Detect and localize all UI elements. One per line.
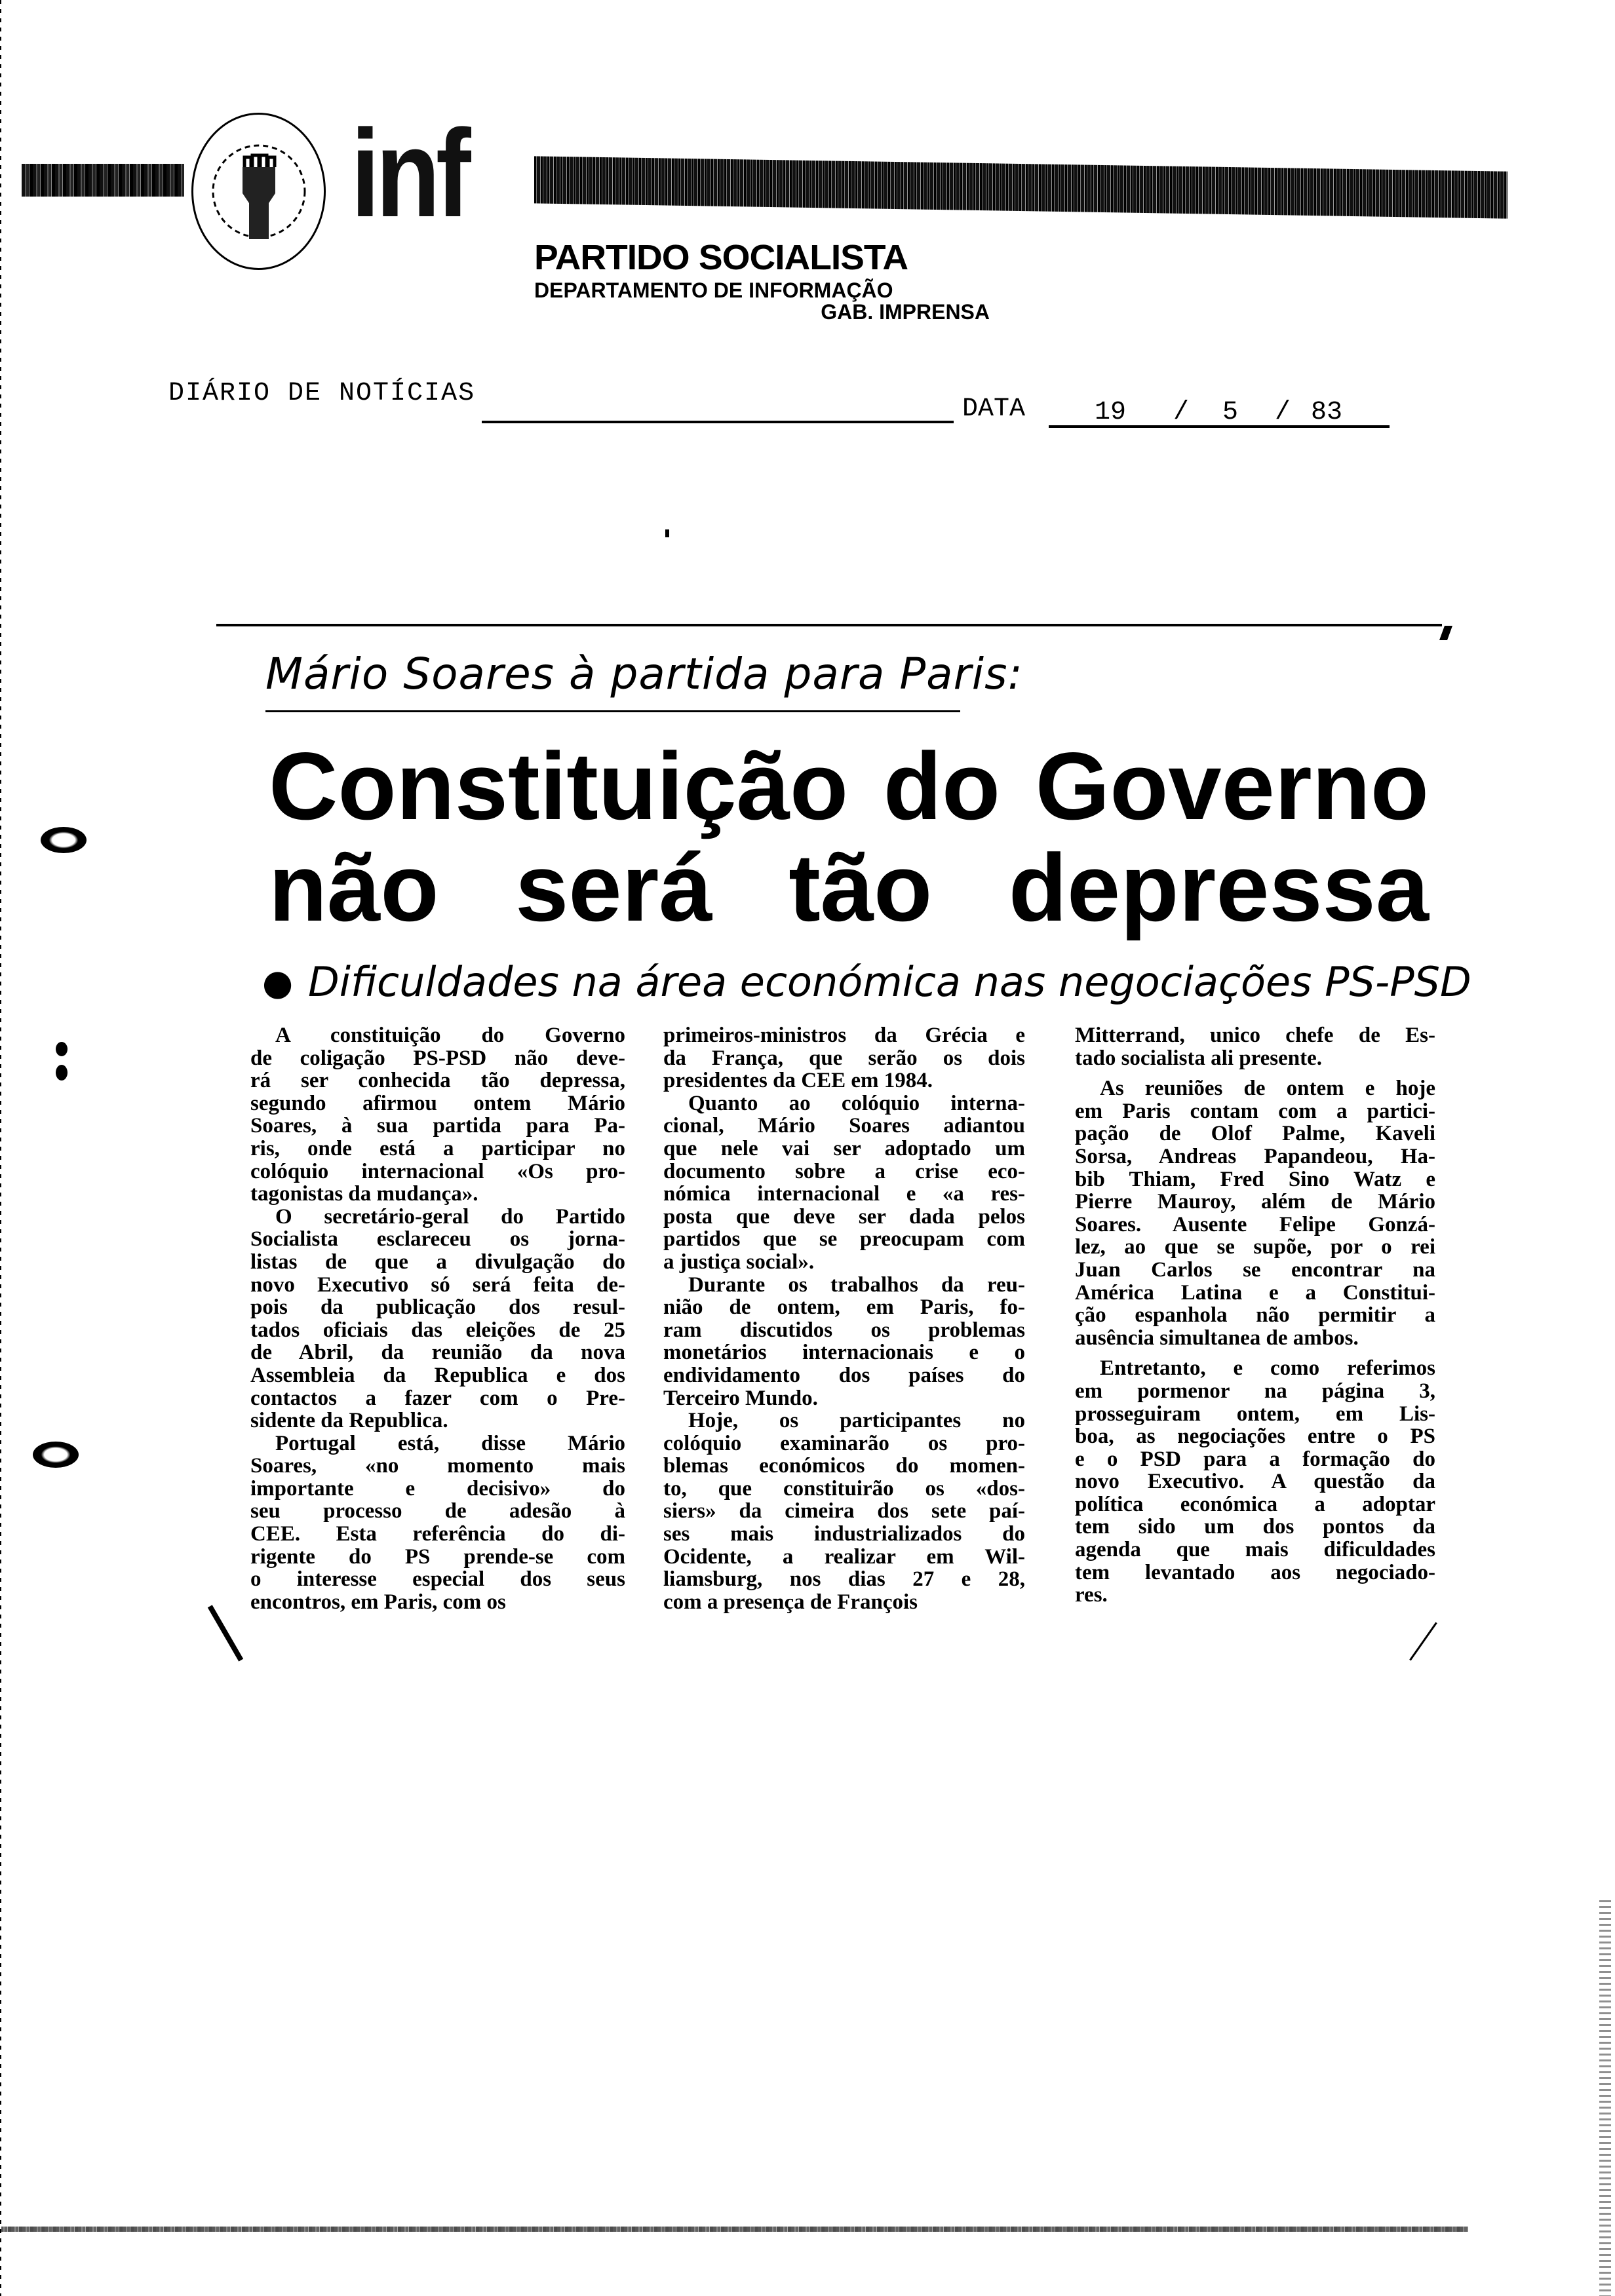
date-day: 19 (1095, 398, 1127, 427)
text-line: pois da publicação dos resul- (250, 1295, 625, 1320)
logo-mark-text: inf (351, 104, 467, 243)
text-line: Portugal está, disse Mário (275, 1431, 625, 1455)
text-line: tagonistas da mudança». (250, 1182, 478, 1206)
text-line: tem levantado aos negociado- (1075, 1560, 1435, 1584)
text-line: Ocidente, a realizar em Wil- (663, 1544, 1025, 1569)
top-rule (216, 624, 1442, 626)
text-line: pação de Olof Palme, Kaveli (1075, 1122, 1435, 1146)
text-line: Socialista esclareceu os jorna- (250, 1227, 625, 1252)
text-line: rigente do PS prende-se com (250, 1544, 625, 1569)
text-line: América Latina e a Constitui- (1075, 1280, 1435, 1305)
text-line: presidentes da CEE em 1984. (663, 1069, 933, 1093)
article-kicker: Mário Soares à partida para Paris: (265, 649, 1023, 699)
text-line: em pormenor na página 3, (1075, 1379, 1435, 1403)
text-line: que nele vai ser adoptado um (663, 1136, 1025, 1160)
text-line: colóquio examinarão os pro- (663, 1431, 1025, 1455)
text-line: Durante os trabalhos da reu- (688, 1272, 1025, 1297)
text-line: política económica a adoptar (1075, 1492, 1435, 1516)
article-paragraph (663, 1409, 1025, 1613)
punch-hole (33, 1442, 79, 1468)
text-line: As reuniões de ontem e hoje (1100, 1077, 1435, 1101)
text-line: com a presença de François (663, 1590, 918, 1614)
text-line: tem sido um dos pontos da (1075, 1515, 1435, 1539)
text-line: Sorsa, Andreas Papandeou, Ha- (1075, 1144, 1435, 1168)
text-line: agenda que mais dificuldades (1075, 1538, 1435, 1562)
article-paragraph (663, 1274, 1025, 1410)
text-line: bib Thiam, Fred Sino Watz e (1075, 1167, 1435, 1191)
headline-line-1: Constituição do Governo (269, 733, 1429, 839)
text-line: tados oficiais das eleições de 25 (250, 1318, 625, 1342)
article-subhead: Dificuldades na área económica nas negociações PS-PSD (308, 958, 1471, 1006)
text-line: e o PSD para a formação do (1075, 1447, 1435, 1471)
text-line: endividamento dos países do (663, 1363, 1025, 1387)
left-scan-edge (0, 0, 1, 2296)
text-line: Mitterrand, unico chefe de Es- (1075, 1024, 1435, 1047)
punch-hole (41, 827, 87, 853)
text-line: partidos que se preocupam com (663, 1227, 1025, 1252)
article-paragraph (1075, 1357, 1435, 1607)
text-line: de Abril, da reunião da nova (250, 1341, 625, 1365)
text-line: A constituição do Governo (275, 1024, 625, 1047)
text-line: Pierre Mauroy, além de Mário (1075, 1190, 1435, 1214)
text-line: de coligação PS-PSD não deve- (250, 1046, 625, 1070)
party-logo-seal (191, 113, 326, 270)
text-line: ris, onde está a participar no (250, 1136, 625, 1160)
article-paragraph (663, 1092, 1025, 1274)
bottom-scan-edge (0, 2227, 1468, 2232)
headline-line-2: não será tão depressa (269, 834, 1429, 941)
text-line: da França, que serão os dois (663, 1046, 1025, 1070)
text-line: novo Executivo. A questão da (1075, 1470, 1435, 1494)
text-line: ausência simultanea de ambos. (1075, 1326, 1359, 1350)
text-line: res. (1075, 1583, 1108, 1607)
text-line: Juan Carlos se encontrar na (1075, 1257, 1435, 1282)
ink-blot (56, 1065, 68, 1081)
text-line: colóquio internacional «Os pro- (250, 1159, 625, 1183)
text-line: rá ser conhecida tão depressa, (250, 1069, 625, 1093)
text-line: liamsburg, nos dias 27 e 28, (663, 1567, 1025, 1592)
text-line: Entretanto, e como referimos (1100, 1356, 1435, 1381)
text-line: listas de que a divulgação do (250, 1250, 625, 1274)
kicker-rule (265, 710, 960, 712)
text-line: segundo afirmou ontem Mário (250, 1091, 625, 1115)
text-line: Quanto ao colóquio interna- (688, 1091, 1025, 1115)
text-line: tado socialista ali presente. (1075, 1046, 1323, 1070)
article-paragraph (1075, 1024, 1435, 1069)
text-line: nião de ontem, em Paris, fo- (663, 1295, 1025, 1320)
text-line: importante e decisivo» do (250, 1476, 625, 1501)
text-line: novo Executivo só será feita de- (250, 1272, 625, 1297)
text-line: nómica internacional e «a res- (663, 1182, 1025, 1206)
fist-icon (193, 115, 324, 269)
date-year: 83 (1311, 398, 1343, 427)
date-sep: / (1275, 398, 1291, 427)
article-paragraph (250, 1432, 625, 1614)
inf-logo (351, 104, 467, 243)
office-name: GAB. IMPRENSA (821, 300, 990, 324)
article-column-1 (250, 1024, 625, 1613)
right-scan-edge (1599, 1900, 1611, 2296)
text-line: Assembleia da Republica e dos (250, 1363, 625, 1387)
date-month: 5 (1222, 398, 1239, 427)
text-line: Soares. Ausente Felipe Gonzá- (1075, 1212, 1435, 1236)
text-line: contactos a fazer com o Pre- (250, 1386, 625, 1410)
text-line: seu processo de adesão à (250, 1499, 625, 1523)
text-line: encontros, em Paris, com os (250, 1590, 506, 1614)
article-paragraph (1075, 1077, 1435, 1349)
text-line: cional, Mário Soares adiantou (663, 1114, 1025, 1138)
text-line: blemas económicos do momen- (663, 1454, 1025, 1478)
ink-mark (1409, 1622, 1437, 1660)
article-paragraph (663, 1024, 1025, 1092)
org-name: PARTIDO SOCIALISTA (534, 238, 908, 277)
text-line: lez, ao que se supõe, por o rei (1075, 1235, 1435, 1259)
text-line: prosseguiram ontem, em Lis- (1075, 1402, 1435, 1426)
text-line: boa, as negociações entre o PS (1075, 1425, 1435, 1449)
text-line: ção espanhola não permitir a (1075, 1303, 1435, 1328)
newspaper-rule (482, 421, 954, 423)
text-line: primeiros-ministros da Grécia e (663, 1024, 1025, 1047)
text-line: posta que deve ser dada pelos (663, 1204, 1025, 1229)
article-paragraph (250, 1206, 625, 1432)
text-line: documento sobre a crise eco- (663, 1159, 1025, 1183)
stray-mark (665, 529, 669, 537)
bullet-icon: ● (262, 962, 294, 1003)
text-line: em Paris contam com a partici- (1075, 1099, 1435, 1123)
text-line: Terceiro Mundo. (663, 1386, 818, 1410)
corner-mark (1439, 626, 1452, 640)
text-line: o interesse especial dos seus (250, 1567, 625, 1592)
text-line: O secretário-geral do Partido (275, 1204, 625, 1229)
article-column-2 (663, 1024, 1025, 1613)
ink-blot (56, 1042, 68, 1056)
article-column-3 (1075, 1024, 1435, 1607)
text-line: sidente da Republica. (250, 1409, 448, 1433)
text-line: ram discutidos os problemas (663, 1318, 1025, 1342)
newspaper-name: DIÁRIO DE NOTÍCIAS (168, 379, 476, 408)
text-line: Hoje, os participantes no (688, 1409, 1025, 1433)
text-line: a justiça social». (663, 1250, 815, 1274)
text-line: Soares, «no momento mais (250, 1454, 625, 1478)
header-bar-right (534, 156, 1508, 218)
text-line: CEE. Esta referência do di- (250, 1522, 625, 1546)
ink-mark (208, 1605, 243, 1661)
department-name: DEPARTAMENTO DE INFORMAÇÃO (534, 278, 893, 302)
text-line: ses mais industrializados do (663, 1522, 1025, 1546)
article-paragraph (250, 1024, 625, 1206)
header-bar-left (22, 164, 184, 197)
date-sep: / (1173, 398, 1190, 427)
text-line: to, que constituirão os «dos- (663, 1476, 1025, 1501)
date-label: DATA (962, 394, 1026, 424)
date-value (1049, 398, 1390, 428)
text-line: siers» da cimeira dos sete paí- (663, 1499, 1025, 1523)
text-line: monetários internacionais e o (663, 1341, 1025, 1365)
text-line: Soares, à sua partida para Pa- (250, 1114, 625, 1138)
